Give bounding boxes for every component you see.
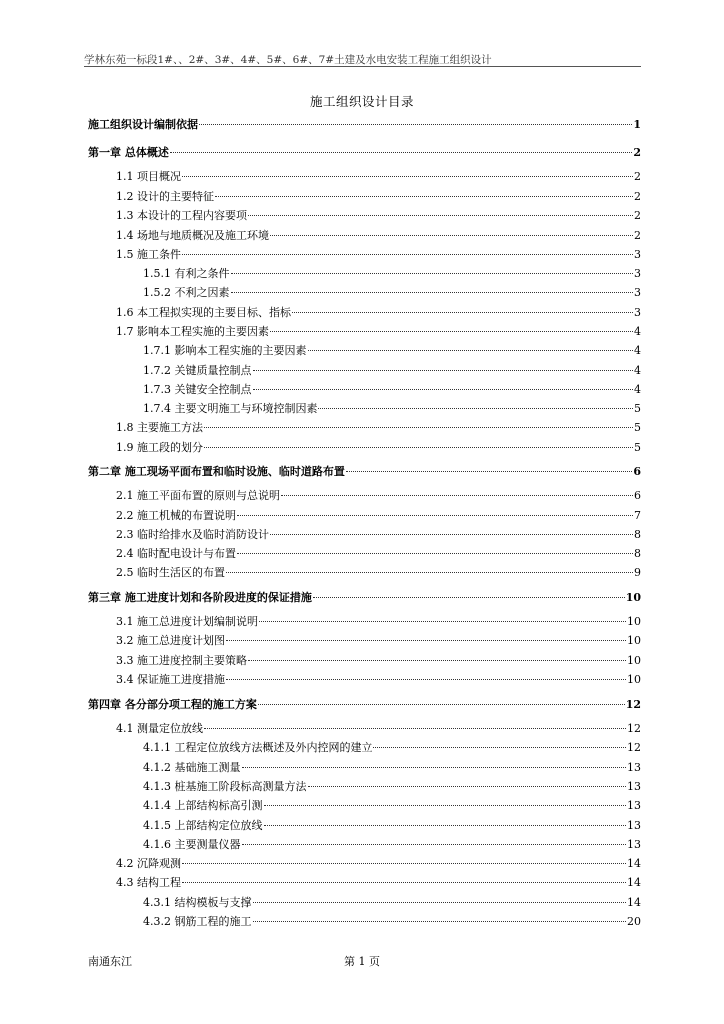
toc-entry-title: 3.1 施工总进度计划编制说明 xyxy=(116,615,258,628)
toc-dot-leader xyxy=(204,447,633,448)
toc-entry-page: 2 xyxy=(633,146,641,159)
toc-entry[interactable] xyxy=(143,344,641,358)
toc-entry[interactable] xyxy=(116,209,641,223)
toc-dot-leader xyxy=(318,408,633,409)
toc-entry[interactable] xyxy=(116,421,641,435)
toc-entry[interactable] xyxy=(116,615,641,629)
toc-entry[interactable] xyxy=(116,190,641,204)
toc-entry-title: 2.4 临时配电设计与布置 xyxy=(116,547,236,560)
toc-entry-title: 2.1 施工平面布置的原则与总说明 xyxy=(116,489,280,502)
toc-entry-title: 第二章 施工现场平面布置和临时设施、临时道路布置 xyxy=(88,465,345,478)
toc-entry-page: 10 xyxy=(627,654,641,667)
toc-dot-leader xyxy=(204,728,626,729)
toc-entry-title: 施工组织设计编制依据 xyxy=(88,118,198,131)
toc-dot-leader xyxy=(231,292,634,293)
toc-entry-page: 1 xyxy=(633,118,641,131)
toc-entry-title: 4.1.4 上部结构标高引测 xyxy=(143,799,263,812)
toc-entry-title: 1.5.2 不利之因素 xyxy=(143,286,230,299)
toc-dot-leader xyxy=(253,902,627,903)
toc-entry-title: 1.7 影响本工程实施的主要因素 xyxy=(116,325,269,338)
toc-entry-title: 3.4 保证施工进度措施 xyxy=(116,673,225,686)
toc-entry[interactable] xyxy=(143,761,641,775)
toc-entry[interactable] xyxy=(116,325,641,339)
toc-dot-leader xyxy=(204,427,633,428)
page-title: 施工组织设计目录 xyxy=(309,94,414,109)
toc-entry-page: 10 xyxy=(627,634,641,647)
toc-entry[interactable] xyxy=(116,722,641,736)
toc-entry-title: 1.2 设计的主要特征 xyxy=(116,190,214,203)
toc-entry[interactable] xyxy=(116,566,641,580)
toc-entry-page: 10 xyxy=(627,673,641,686)
toc-entry[interactable] xyxy=(143,267,641,281)
toc-entry-title: 1.1 项目概况 xyxy=(116,170,181,183)
toc-dot-leader xyxy=(308,350,634,351)
toc-entry-page: 7 xyxy=(634,509,641,522)
toc-entry[interactable] xyxy=(143,364,641,378)
toc-entry-title: 4.1.6 主要测量仪器 xyxy=(143,838,241,851)
toc-entry-page: 13 xyxy=(627,761,641,774)
toc-entry[interactable] xyxy=(116,876,641,890)
toc-entry-title: 4.1.1 工程定位放线方法概述及外内控网的建立 xyxy=(143,741,373,754)
toc-entry[interactable] xyxy=(143,819,641,833)
toc-entry[interactable] xyxy=(116,489,641,503)
toc-dot-leader xyxy=(264,805,627,806)
toc-entry[interactable] xyxy=(116,229,641,243)
toc-chapter-entry[interactable] xyxy=(88,591,641,605)
toc-entry[interactable] xyxy=(116,248,641,262)
toc-entry-title: 1.9 施工段的划分 xyxy=(116,441,203,454)
toc-dot-leader xyxy=(346,471,633,472)
toc-entry-title: 4.3.2 钢筋工程的施工 xyxy=(143,915,252,928)
toc-entry-title: 2.5 临时生活区的布置 xyxy=(116,566,225,579)
toc-dot-leader xyxy=(270,331,633,332)
toc-entry-title: 3.2 施工总进度计划图 xyxy=(116,634,225,647)
toc-entry-page: 3 xyxy=(634,306,641,319)
toc-dot-leader xyxy=(292,312,633,313)
toc-dot-leader xyxy=(242,844,627,845)
toc-dot-leader xyxy=(281,495,633,496)
toc-entry-page: 13 xyxy=(627,838,641,851)
toc-chapter-entry[interactable] xyxy=(88,118,641,132)
toc-entry-page: 3 xyxy=(634,286,641,299)
toc-dot-leader xyxy=(170,152,633,153)
toc-entry-title: 4.2 沉降观测 xyxy=(116,857,181,870)
toc-entry-page: 3 xyxy=(634,267,641,280)
toc-dot-leader xyxy=(253,389,634,390)
toc-entry-page: 14 xyxy=(627,857,641,870)
toc-entry-title: 1.7.3 关键安全控制点 xyxy=(143,383,252,396)
toc-dot-leader xyxy=(308,786,627,787)
toc-entry[interactable] xyxy=(116,547,641,561)
toc-entry-page: 6 xyxy=(633,465,641,478)
toc-entry-title: 2.2 施工机械的布置说明 xyxy=(116,509,236,522)
toc-entry-page: 5 xyxy=(634,441,641,454)
toc-dot-leader xyxy=(242,767,627,768)
toc-entry-title: 1.3 本设计的工程内容要项 xyxy=(116,209,247,222)
toc-entry-page: 4 xyxy=(634,325,641,338)
toc-dot-leader xyxy=(270,534,633,535)
toc-entry-title: 第四章 各分部分项工程的施工方案 xyxy=(88,698,257,711)
toc-entry-page: 5 xyxy=(634,421,641,434)
toc-entry-page: 4 xyxy=(634,344,641,357)
toc-dot-leader xyxy=(253,921,627,922)
toc-entry[interactable] xyxy=(143,915,641,929)
toc-entry-page: 13 xyxy=(627,780,641,793)
toc-entry[interactable] xyxy=(116,306,641,320)
toc-dot-leader xyxy=(237,515,633,516)
toc-chapter-entry[interactable] xyxy=(88,698,641,712)
toc-dot-leader xyxy=(258,704,625,705)
toc-entry[interactable] xyxy=(143,286,641,300)
toc-entry-title: 1.7.2 关键质量控制点 xyxy=(143,364,252,377)
toc-dot-leader xyxy=(226,640,626,641)
toc-dot-leader xyxy=(259,621,626,622)
toc-entry-title: 4.1.3 桩基施工阶段标高测量方法 xyxy=(143,780,307,793)
toc-chapter-entry[interactable] xyxy=(88,465,641,479)
toc-entry-page: 2 xyxy=(634,170,641,183)
toc-entry[interactable] xyxy=(116,170,641,184)
toc-dot-leader xyxy=(182,882,626,883)
toc-dot-leader xyxy=(264,825,627,826)
toc-dot-leader xyxy=(248,660,626,661)
toc-entry[interactable] xyxy=(116,528,641,542)
toc-entry-page: 2 xyxy=(634,190,641,203)
toc-entry-title: 1.4 场地与地质概况及施工环境 xyxy=(116,229,269,242)
toc-entry-title: 1.7.1 影响本工程实施的主要因素 xyxy=(143,344,307,357)
toc-entry-title: 4.3 结构工程 xyxy=(116,876,181,889)
footer-company: 南通东江 xyxy=(88,955,132,968)
toc-entry-title: 第一章 总体概述 xyxy=(88,146,169,159)
toc-entry-page: 13 xyxy=(627,799,641,812)
toc-dot-leader xyxy=(226,572,633,573)
toc-dot-leader xyxy=(373,747,626,748)
toc-entry[interactable] xyxy=(116,441,641,455)
toc-entry[interactable] xyxy=(143,402,641,416)
toc-entry-page: 14 xyxy=(627,896,641,909)
toc-dot-leader xyxy=(231,273,634,274)
toc-entry-page: 12 xyxy=(627,741,641,754)
toc-entry[interactable] xyxy=(116,673,641,687)
toc-entry-page: 13 xyxy=(627,819,641,832)
toc-dot-leader xyxy=(270,235,633,236)
toc-entry-page: 12 xyxy=(627,722,641,735)
toc-entry[interactable] xyxy=(143,741,641,755)
toc-dot-leader xyxy=(313,597,625,598)
toc-entry-page: 4 xyxy=(634,383,641,396)
toc-entry[interactable] xyxy=(116,634,641,648)
toc-entry[interactable] xyxy=(143,838,641,852)
toc-dot-leader xyxy=(215,196,633,197)
toc-entry[interactable] xyxy=(143,383,641,397)
toc-dot-leader xyxy=(182,254,633,255)
toc-entry-page: 2 xyxy=(634,209,641,222)
toc-entry-page: 10 xyxy=(627,615,641,628)
toc-entry-page: 8 xyxy=(634,528,641,541)
toc-chapter-entry[interactable] xyxy=(88,146,641,160)
toc-entry[interactable] xyxy=(143,896,641,910)
toc-dot-leader xyxy=(182,863,626,864)
toc-entry-page: 9 xyxy=(634,566,641,579)
toc-entry-title: 1.6 本工程拟实现的主要目标、指标 xyxy=(116,306,291,319)
toc-entry[interactable] xyxy=(143,780,641,794)
toc-dot-leader xyxy=(248,215,633,216)
toc-entry-page: 6 xyxy=(634,489,641,502)
toc-entry-page: 10 xyxy=(625,591,641,604)
toc-entry-page: 8 xyxy=(634,547,641,560)
toc-entry-page: 14 xyxy=(627,876,641,889)
toc-dot-leader xyxy=(182,176,633,177)
running-header: 学林东苑一标段1#、、2#、3#、4#、5#、6#、7#土建及水电安装工程施工组织设计 xyxy=(84,54,492,66)
toc-entry-page: 5 xyxy=(634,402,641,415)
toc-entry-title: 1.5.1 有利之条件 xyxy=(143,267,230,280)
toc-entry-title: 1.8 主要施工方法 xyxy=(116,421,203,434)
toc-entry-title: 4.1.5 上部结构定位放线 xyxy=(143,819,263,832)
toc-dot-leader xyxy=(253,370,634,371)
toc-entry[interactable] xyxy=(143,799,641,813)
toc-entry-page: 20 xyxy=(627,915,641,928)
toc-entry-title: 4.3.1 结构模板与支撑 xyxy=(143,896,252,909)
toc-entry-title: 2.3 临时给排水及临时消防设计 xyxy=(116,528,269,541)
toc-entry-title: 第三章 施工进度计划和各阶段进度的保证措施 xyxy=(88,591,312,604)
toc-dot-leader xyxy=(199,124,632,125)
toc-entry-title: 1.7.4 主要文明施工与环境控制因素 xyxy=(143,402,318,415)
toc-dot-leader xyxy=(226,679,626,680)
toc-entry-page: 2 xyxy=(634,229,641,242)
toc-entry-page: 3 xyxy=(634,248,641,261)
toc-entry-title: 1.5 施工条件 xyxy=(116,248,181,261)
toc-entry-page: 4 xyxy=(634,364,641,377)
toc-entry[interactable] xyxy=(116,509,641,523)
toc-entry-title: 4.1.2 基础施工测量 xyxy=(143,761,241,774)
toc-entry[interactable] xyxy=(116,857,641,871)
toc-entry-page: 12 xyxy=(625,698,641,711)
toc-entry-title: 3.3 施工进度控制主要策略 xyxy=(116,654,247,667)
toc-entry-title: 4.1 测量定位放线 xyxy=(116,722,203,735)
toc-entry[interactable] xyxy=(116,654,641,668)
toc-dot-leader xyxy=(237,553,633,554)
footer-page-number: 第 1 页 xyxy=(344,955,380,968)
